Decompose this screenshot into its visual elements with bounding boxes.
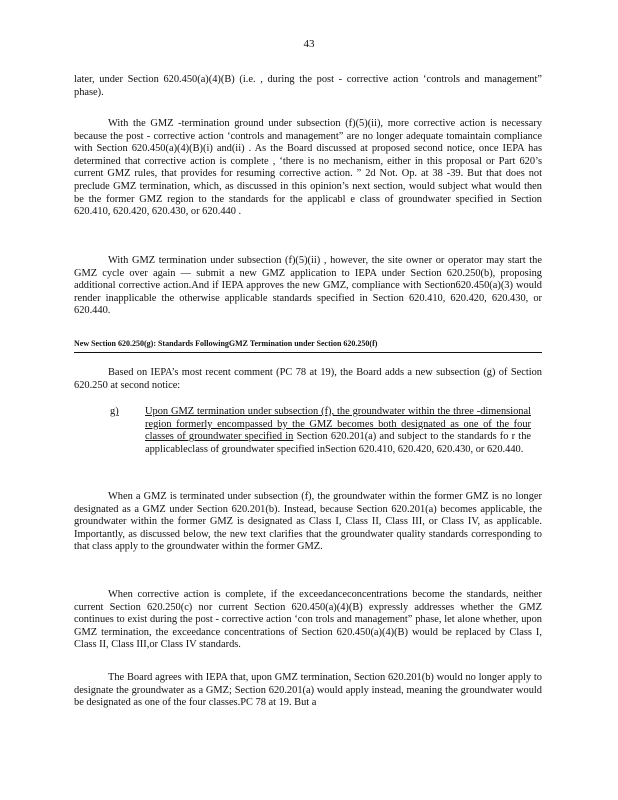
proposed-rule-body: [145, 406, 531, 456]
paragraph-gmz-terminated: When a GMZ is terminated under subsection (f), the groundwater within the former GMZ is no longer designated as a GMZ under Section 620.201(b). Instead, because Section 620.201(a) becomes applicable, the groundwater within the former GMZ is designated as Class I, Class II, Class III, or Class IV, as applicable. Importantly, as discussed below, the new text clarifies that the groundwater quality standards corresponding to that class apply to the groundwater within the former GMZ.: [74, 491, 542, 553]
paragraph-continuation: later, under Section 620.450(a)(4)(B) (i.e. , during the post - corrective action ‘controls and management” phase).: [74, 74, 542, 98]
paragraph-gmz-termination-ground: With the GMZ -termination ground under subsection (f)(5)(ii), more corrective action is necessary because the post - corrective action ‘controls and management” are no longer adequate tomaintain compliance with Section 620.450(a)(4)(B)(i) and(ii) . As the Board discussed at proposed second notice, once IEPA has determined that corrective action is complete , ‘there is no mechanism, either in this proposal or Part 620’s current GMZ rules, that provides for resuming corrective action. ” 2d Not. Op. at 38 -39. But that does not preclude GMZ termination, which, as discussed in this opinion’s next section, would subject what would then be the former GMZ region to the standards for the applicabl e class of groundwater specified in Section 620.410, 620.420, 620.430, or 620.440 .: [74, 118, 542, 218]
subsection-label: g): [110, 406, 119, 417]
paragraph-iepa-comment: Based on IEPA’s most recent comment (PC 78 at 19), the Board adds a new subsection (g) of Section 620.250 at second notice:: [74, 367, 542, 391]
proposed-rule-underlined-text: Upon GMZ termination under subsection (f), the groundwater within the three -dimensional region formerly encompassed by the GMZ becomes both designated as one of the four classes of groundwater specified in: [145, 406, 531, 443]
section-heading: New Section 620.250(g): Standards FollowingGMZ Termination under Section 620.250(f): [74, 338, 542, 353]
proposed-rule-plain-text: Section 620.201(a) and subject to the standards fo r the applicableclass of groundwater specified inSection 620.410, 620.420, 620.430, or 620.440.: [145, 431, 531, 455]
paragraph-board-agrees: The Board agrees with IEPA that, upon GMZ termination, Section 620.201(b) would no longer apply to designate the groundwater as a GMZ; Section 620.201(a) would apply instead, meaning the groundwater would be designated as one of the four classes.PC 78 at 19. But a: [74, 672, 542, 709]
paragraph-gmz-cycle-restart: With GMZ termination under subsection (f)(5)(ii) , however, the site owner or operator may start the GMZ cycle over again — submit a new GMZ application to IEPA under Section 620.250(b), proposing additional corrective action.And if IEPA approves the new GMZ, compliance with Section620.450(a)(3) would render inapplicable the otherwise applicable standards specified in Section 620.410, 620.420, 620.430, or 620.440.: [74, 255, 542, 317]
paragraph-corrective-action-complete: When corrective action is complete, if the exceedanceconcentrations become the standards, neither current Section 620.250(c) nor current Section 620.450(a)(4)(B) expressly addresses whether the GMZ continues to exist during the post - corrective action ‘con trols and management” phase, let alone whether, upon GMZ termination, the exceedance concentrations of Section 620.450(a)(4)(B) would be replaced by Class I, Class II, Class III,or Class IV standards.: [74, 589, 542, 651]
page-number: 43: [303, 38, 315, 50]
